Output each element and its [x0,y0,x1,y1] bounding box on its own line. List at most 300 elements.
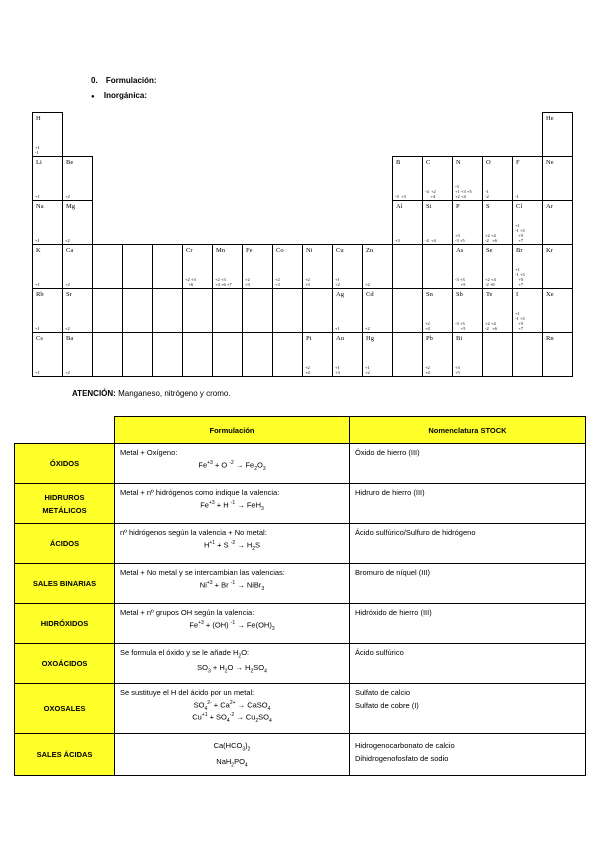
row-label-hidruros [15,484,115,524]
element-symbol: Au [336,335,344,342]
element-symbol: Te [486,291,493,298]
rule-acidos: nº hidrógenos según la valencia + No metal: [120,528,267,537]
header-empty-cell [15,417,115,444]
eq-charge: +1 [209,540,216,546]
pt-blank-cell [392,244,423,289]
pt-element-cell [422,156,453,201]
pt-element-cell [452,156,483,201]
oxidation-states: +1 [335,326,340,331]
pt-element-cell [212,244,243,289]
formulacion-sales-binarias [115,564,350,604]
element-symbol: Fe [246,247,253,254]
row-oxoacidos [15,644,586,684]
eq-subscript: 3 [207,668,211,674]
formulacion-oxidos [115,444,350,484]
eq-subscript: 2 [252,546,256,552]
eq-term: PO [234,756,245,766]
equation-acidos [120,540,344,552]
arrow-icon: → [233,662,246,672]
element-symbol: Cu [336,247,344,254]
row-label-oxosales: OXOSALES [15,684,115,734]
eq-product: H [246,540,253,550]
oxidation-states: +1 +3 [335,365,340,375]
eq-product: SO [258,712,270,722]
rule-sales-binarias: Metal + No metal y se intercambian las valencias: [120,568,285,577]
attention-note [72,389,231,398]
element-symbol: Cd [366,291,374,298]
oxidation-states: +2 +4 [425,365,430,375]
eq-product: CaSO [247,700,268,710]
stock-sales-acidas-1: Hidrogenocarbonato de calcio [355,741,455,750]
attention-text: Manganeso, nitrógeno y cromo. [115,389,231,398]
element-symbol: N [456,159,461,166]
equation-hidroxidos [120,620,344,632]
rule-text: Se formula el óxido y se le añade H [120,648,239,657]
oxidation-states: +2 [65,238,70,243]
eq-charge: 2- [207,700,212,706]
arrow-icon: → [235,700,248,710]
oxidation-states: +1 [35,370,40,375]
pt-blank-cell [152,332,183,377]
pt-element-cell [62,332,93,377]
row-label-sales-acidas: SALES ÁCIDAS [15,734,115,776]
element-symbol: Ar [546,203,553,210]
eq-term: + Br [212,580,231,590]
pt-blank-cell [122,244,153,289]
pt-element-cell [362,288,393,333]
pt-blank-cell [212,332,243,377]
pt-element-cell [302,244,333,289]
pt-element-cell [452,332,483,377]
stock-acidos: Ácido sulfúrico/Sulfuro de hidrógeno [350,524,586,564]
eq-term: SO [193,700,205,710]
element-symbol: Li [36,159,42,166]
eq-charge: -2 [229,460,234,466]
oxidation-states: +2 +3 [245,277,250,287]
header-formulacion: Formulación [115,417,350,444]
element-symbol: Al [396,203,403,210]
formulacion-oxosales [115,684,350,734]
heading-formulacion [91,76,157,85]
element-symbol: Si [426,203,432,210]
eq-product: H [245,662,251,672]
pt-blank-cell [512,332,543,377]
eq-charge: +3 [208,500,215,506]
pt-element-cell [272,244,303,289]
pt-element-cell [482,288,513,333]
element-symbol: Bi [456,335,463,342]
row-acidos [15,524,586,564]
element-symbol: Zn [366,247,374,254]
eq-product: Fe [245,460,255,470]
oxidation-states: +2 [365,326,370,331]
pt-blank-cell [122,332,153,377]
eq-charge: -1 [230,500,236,506]
table-header-row [15,417,586,444]
pt-element-cell [32,112,63,157]
pt-blank-cell [302,288,333,333]
element-symbol: Sb [456,291,463,298]
element-symbol: P [456,203,460,210]
eq-term: + H [210,662,225,672]
bullet-icon: ● [91,94,95,100]
eq-product: S [255,540,261,550]
element-symbol: Br [516,247,523,254]
heading-inorganica [91,91,147,100]
arrow-icon: → [234,712,246,722]
eq-subscript: 2 [247,746,251,753]
pt-element-cell [512,156,543,201]
oxidation-states: +1 -1 +3 +5 +7 [515,311,525,331]
eq-charge: +3 [206,580,213,586]
pt-blank-cell [182,332,213,377]
pt-element-cell [242,244,273,289]
formulacion-acidos [115,524,350,564]
oxidation-states: +3 +5 [455,365,460,375]
row-hidruros [15,484,586,524]
oxidation-states: -3 +1 +3 +5 +2 +4 [455,184,472,199]
eq-subscript: 2 [238,653,242,660]
eq-term: + H [214,500,231,510]
eq-subscript: 3 [261,506,264,512]
pt-blank-cell [92,244,123,289]
eq-subscript: 4 [226,718,230,724]
rule-text: O: [241,648,250,657]
pt-element-cell [482,244,513,289]
eq-subscript: 2 [224,668,228,674]
oxidation-states: +1 -1 +3 +5 +7 [515,267,525,287]
pt-element-cell [542,156,573,201]
eq-charge: +3 [207,460,213,466]
row-sales-acidas [15,734,586,776]
row-hidroxidos [15,604,586,644]
eq-subscript: 2 [231,762,235,768]
eq-term: Fe [189,620,199,630]
eq-subscript: 4 [269,718,272,724]
eq-term: ) [245,741,248,750]
pt-element-cell [32,200,63,245]
oxidation-states: +2 [65,194,70,199]
stock-sales-acidas-2: Dihidrogenofosfato de sodio [355,754,449,763]
eq-charge: -2 [229,712,235,718]
element-symbol: As [456,247,464,254]
element-symbol: Co [276,247,284,254]
element-symbol: Se [486,247,493,254]
element-symbol: B [396,159,401,166]
row-oxidos [15,444,586,484]
row-label-hidruros-2: METÁLICOS [42,505,87,515]
oxidation-states: +2 +4 -2 +6 [485,277,496,287]
heading-formulacion-label: Formulación: [105,76,157,85]
equation-oxoacidos [120,663,344,675]
pt-blank-cell [422,244,453,289]
oxidation-states: +2 +4 -2 +6 [485,233,497,243]
stock-sales-acidas [350,734,586,776]
pt-element-cell [302,332,333,377]
row-label-acidos: ÁCIDOS [15,524,115,564]
stock-oxosales-1: Sulfato de calcio [355,688,411,697]
pt-blank-cell [152,244,183,289]
eq-term: Ca(HCO [213,741,243,750]
oxidation-states: -4 +2 +4 [425,189,436,199]
pt-element-cell [422,332,453,377]
element-symbol: S [486,203,490,210]
pt-element-cell [482,200,513,245]
element-symbol: Ni [306,247,313,254]
element-symbol: Rb [36,291,44,298]
pt-element-cell [32,288,63,333]
eq-subscript: 4 [244,762,248,768]
eq-subscript: 3 [261,586,265,592]
pt-element-cell [332,332,363,377]
pt-element-cell [542,288,573,333]
oxidation-states: +2 +4 [305,365,310,375]
element-symbol: Be [66,159,74,166]
pt-element-cell [542,244,573,289]
element-symbol: Cr [186,247,193,254]
rule-oxidos: Metal + Oxígeno: [120,448,178,457]
pt-element-cell [62,244,93,289]
oxidation-states: +2 [65,370,70,375]
pt-element-cell [422,200,453,245]
element-symbol: Sn [426,291,433,298]
row-label-hidruros-1: HIDRUROS [44,492,85,502]
element-symbol: Kr [546,247,553,254]
pt-element-cell [512,288,543,333]
eq-product: SO [253,662,265,672]
element-symbol: Rn [546,335,554,342]
periodic-table [32,112,569,375]
pt-element-cell [542,332,573,377]
eq-product: NiBr [246,580,262,590]
eq-charge: 2+ [229,700,236,706]
oxidation-states: -1 [515,194,519,199]
pt-element-cell [62,288,93,333]
pt-blank-cell [482,332,513,377]
oxidation-states: +2 +3 +6 [185,277,196,287]
eq-subscript: 2 [255,718,259,724]
eq-charge: -1 [230,620,236,626]
oxidation-states: -3 +3 [395,194,406,199]
eq-charge: +3 [198,620,204,626]
eq-term: + S [215,540,231,550]
element-symbol: He [546,115,554,122]
arrow-icon: → [235,540,247,550]
pt-element-cell [542,200,573,245]
eq-product: FeH [246,500,262,510]
element-symbol: O [486,159,491,166]
oxidation-states: +2 [365,282,370,287]
eq-charge: -1 [230,580,236,586]
element-symbol: Mg [66,203,76,210]
eq-term: Fe [200,500,209,510]
pt-element-cell [512,244,543,289]
pt-element-cell [62,200,93,245]
oxidation-states: +2 +4 [425,321,430,331]
eq-product: O [256,460,263,470]
pt-element-cell [542,112,573,157]
attention-label: ATENCIÓN: [72,389,116,398]
arrow-icon: → [235,500,247,510]
pt-element-cell [452,288,483,333]
equation-oxosales-2 [120,712,344,724]
pt-element-cell [32,244,63,289]
pt-blank-cell [212,288,243,333]
oxidation-states: +2 [65,326,70,331]
rule-hidruros: Metal + nº hidrógenos como indique la valencia: [120,488,280,497]
element-symbol: Ag [336,291,344,298]
oxidation-states: +1 [35,326,40,331]
header-nomenclatura-stock: Nomenclatura STOCK [350,417,586,444]
eq-term: Fe [198,460,208,470]
oxidation-states: +1 [35,282,40,287]
formula-sales-acidas-2 [120,757,344,769]
eq-product: Cu [245,712,256,722]
oxidation-states: +2 +3 [305,277,310,287]
stock-oxidos: Óxido de hierro (III) [350,444,586,484]
element-symbol: Ne [546,159,554,166]
pt-blank-cell [92,332,123,377]
heading-number: 0. [91,76,98,85]
pt-element-cell [452,200,483,245]
arrow-icon: → [235,620,247,630]
oxidation-states: +1 -1 [35,145,40,155]
eq-subscript: 3 [262,466,266,472]
eq-subscript: 4 [267,706,271,712]
formulacion-hidruros [115,484,350,524]
nomenclature-table [14,416,586,776]
heading-inorganica-label: Inorgánica: [103,91,147,100]
eq-charge: +1 [201,712,208,718]
pt-element-cell [422,288,453,333]
element-symbol: Ba [66,335,74,342]
equation-oxidos [120,460,344,472]
oxidation-states: -3 +3 +5 [455,321,466,331]
pt-element-cell [32,156,63,201]
element-symbol: Mn [216,247,226,254]
oxidation-states: +3 [395,238,400,243]
eq-charge: -2 [230,540,236,546]
element-symbol: Sr [66,291,72,298]
pt-blank-cell [392,332,423,377]
eq-subscript: 4 [204,706,208,712]
oxidation-states: +1 [35,238,40,243]
oxidation-states: -4 +4 [425,238,436,243]
eq-term: H [203,540,210,550]
pt-blank-cell [272,288,303,333]
element-symbol: Hg [366,335,374,342]
equation-sales-binarias [120,580,344,592]
oxidation-states: +1 +2 [335,277,340,287]
pt-element-cell [62,156,93,201]
oxidation-states: -3 +3 +5 [455,277,466,287]
eq-term: + (OH) [203,620,231,630]
element-symbol: K [36,247,41,254]
oxidation-states: +2 +4 -2 +6 [485,321,497,331]
eq-subscript: 3 [271,626,275,632]
pt-element-cell [362,332,393,377]
eq-subscript: 2 [250,668,254,674]
oxidation-states: +1 -1 +3 +5 +7 [515,223,525,243]
element-symbol: Pb [426,335,433,342]
row-label-oxoacidos: OXOÁCIDOS [15,644,115,684]
oxidation-states: +1 +2 [365,365,370,375]
pt-element-cell [452,244,483,289]
element-symbol: Xe [546,291,554,298]
pt-element-cell [182,244,213,289]
element-symbol: Ca [66,247,74,254]
pt-blank-cell [122,288,153,333]
stock-oxoacidos: Ácido sulfúrico [350,644,586,684]
oxidation-states: +3 -3 +5 [455,233,465,243]
oxidation-states: +2 +3 +4 +6 +7 [215,277,232,287]
pt-element-cell [332,288,363,333]
formulacion-oxoacidos [115,644,350,684]
eq-term: NaH [216,756,232,766]
element-symbol: I [516,291,519,298]
pt-element-cell [332,244,363,289]
row-label-oxidos: ÓXIDOS [15,444,115,484]
eq-term: + Ca [211,700,230,710]
rule-oxosales: Se sustituye el H del ácido por un metal: [120,688,255,697]
eq-term: O [227,662,234,672]
formulacion-sales-acidas [115,734,350,776]
formula-sales-acidas-1 [120,741,344,753]
rule-oxoacidos [120,648,344,660]
pt-blank-cell [182,288,213,333]
pt-blank-cell [242,288,273,333]
equation-oxosales-1 [120,700,344,712]
pt-blank-cell [242,332,273,377]
row-label-hidroxidos: HIDRÓXIDOS [15,604,115,644]
pt-element-cell [482,156,513,201]
pt-blank-cell [152,288,183,333]
pt-element-cell [362,244,393,289]
element-symbol: Cl [516,203,523,210]
element-symbol: Na [36,203,44,210]
pt-blank-cell [92,288,123,333]
arrow-icon: → [233,460,246,470]
pt-element-cell [32,332,63,377]
element-symbol: Pt [306,335,312,342]
element-symbol: C [426,159,431,166]
element-symbol: F [516,159,520,166]
stock-hidroxidos: Hidróxido de hierro (III) [350,604,586,644]
oxidation-states: +2 [65,282,70,287]
oxidation-states: +2 +3 [275,277,280,287]
row-sales-binarias [15,564,586,604]
row-label-sales-binarias: SALES BINARIAS [15,564,115,604]
eq-subscript: 4 [264,668,267,674]
rule-hidroxidos: Metal + nº grupos OH según la valencia: [120,608,255,617]
eq-term: + O [212,460,230,470]
eq-product: Fe(OH) [246,620,272,630]
eq-term: + SO [207,712,227,722]
row-oxosales [15,684,586,734]
eq-term: SO [197,662,208,672]
arrow-icon: → [235,580,247,590]
pt-blank-cell [392,288,423,333]
stock-oxosales [350,684,586,734]
pt-blank-cell [272,332,303,377]
stock-hidruros: Hidruro de hierro (III) [350,484,586,524]
eq-term: Ni [199,580,207,590]
pt-element-cell [392,200,423,245]
eq-subscript: 2 [254,466,257,472]
oxidation-states: -1 -2 [485,189,489,199]
element-symbol: H [36,115,41,122]
equation-hidruros [120,500,344,512]
